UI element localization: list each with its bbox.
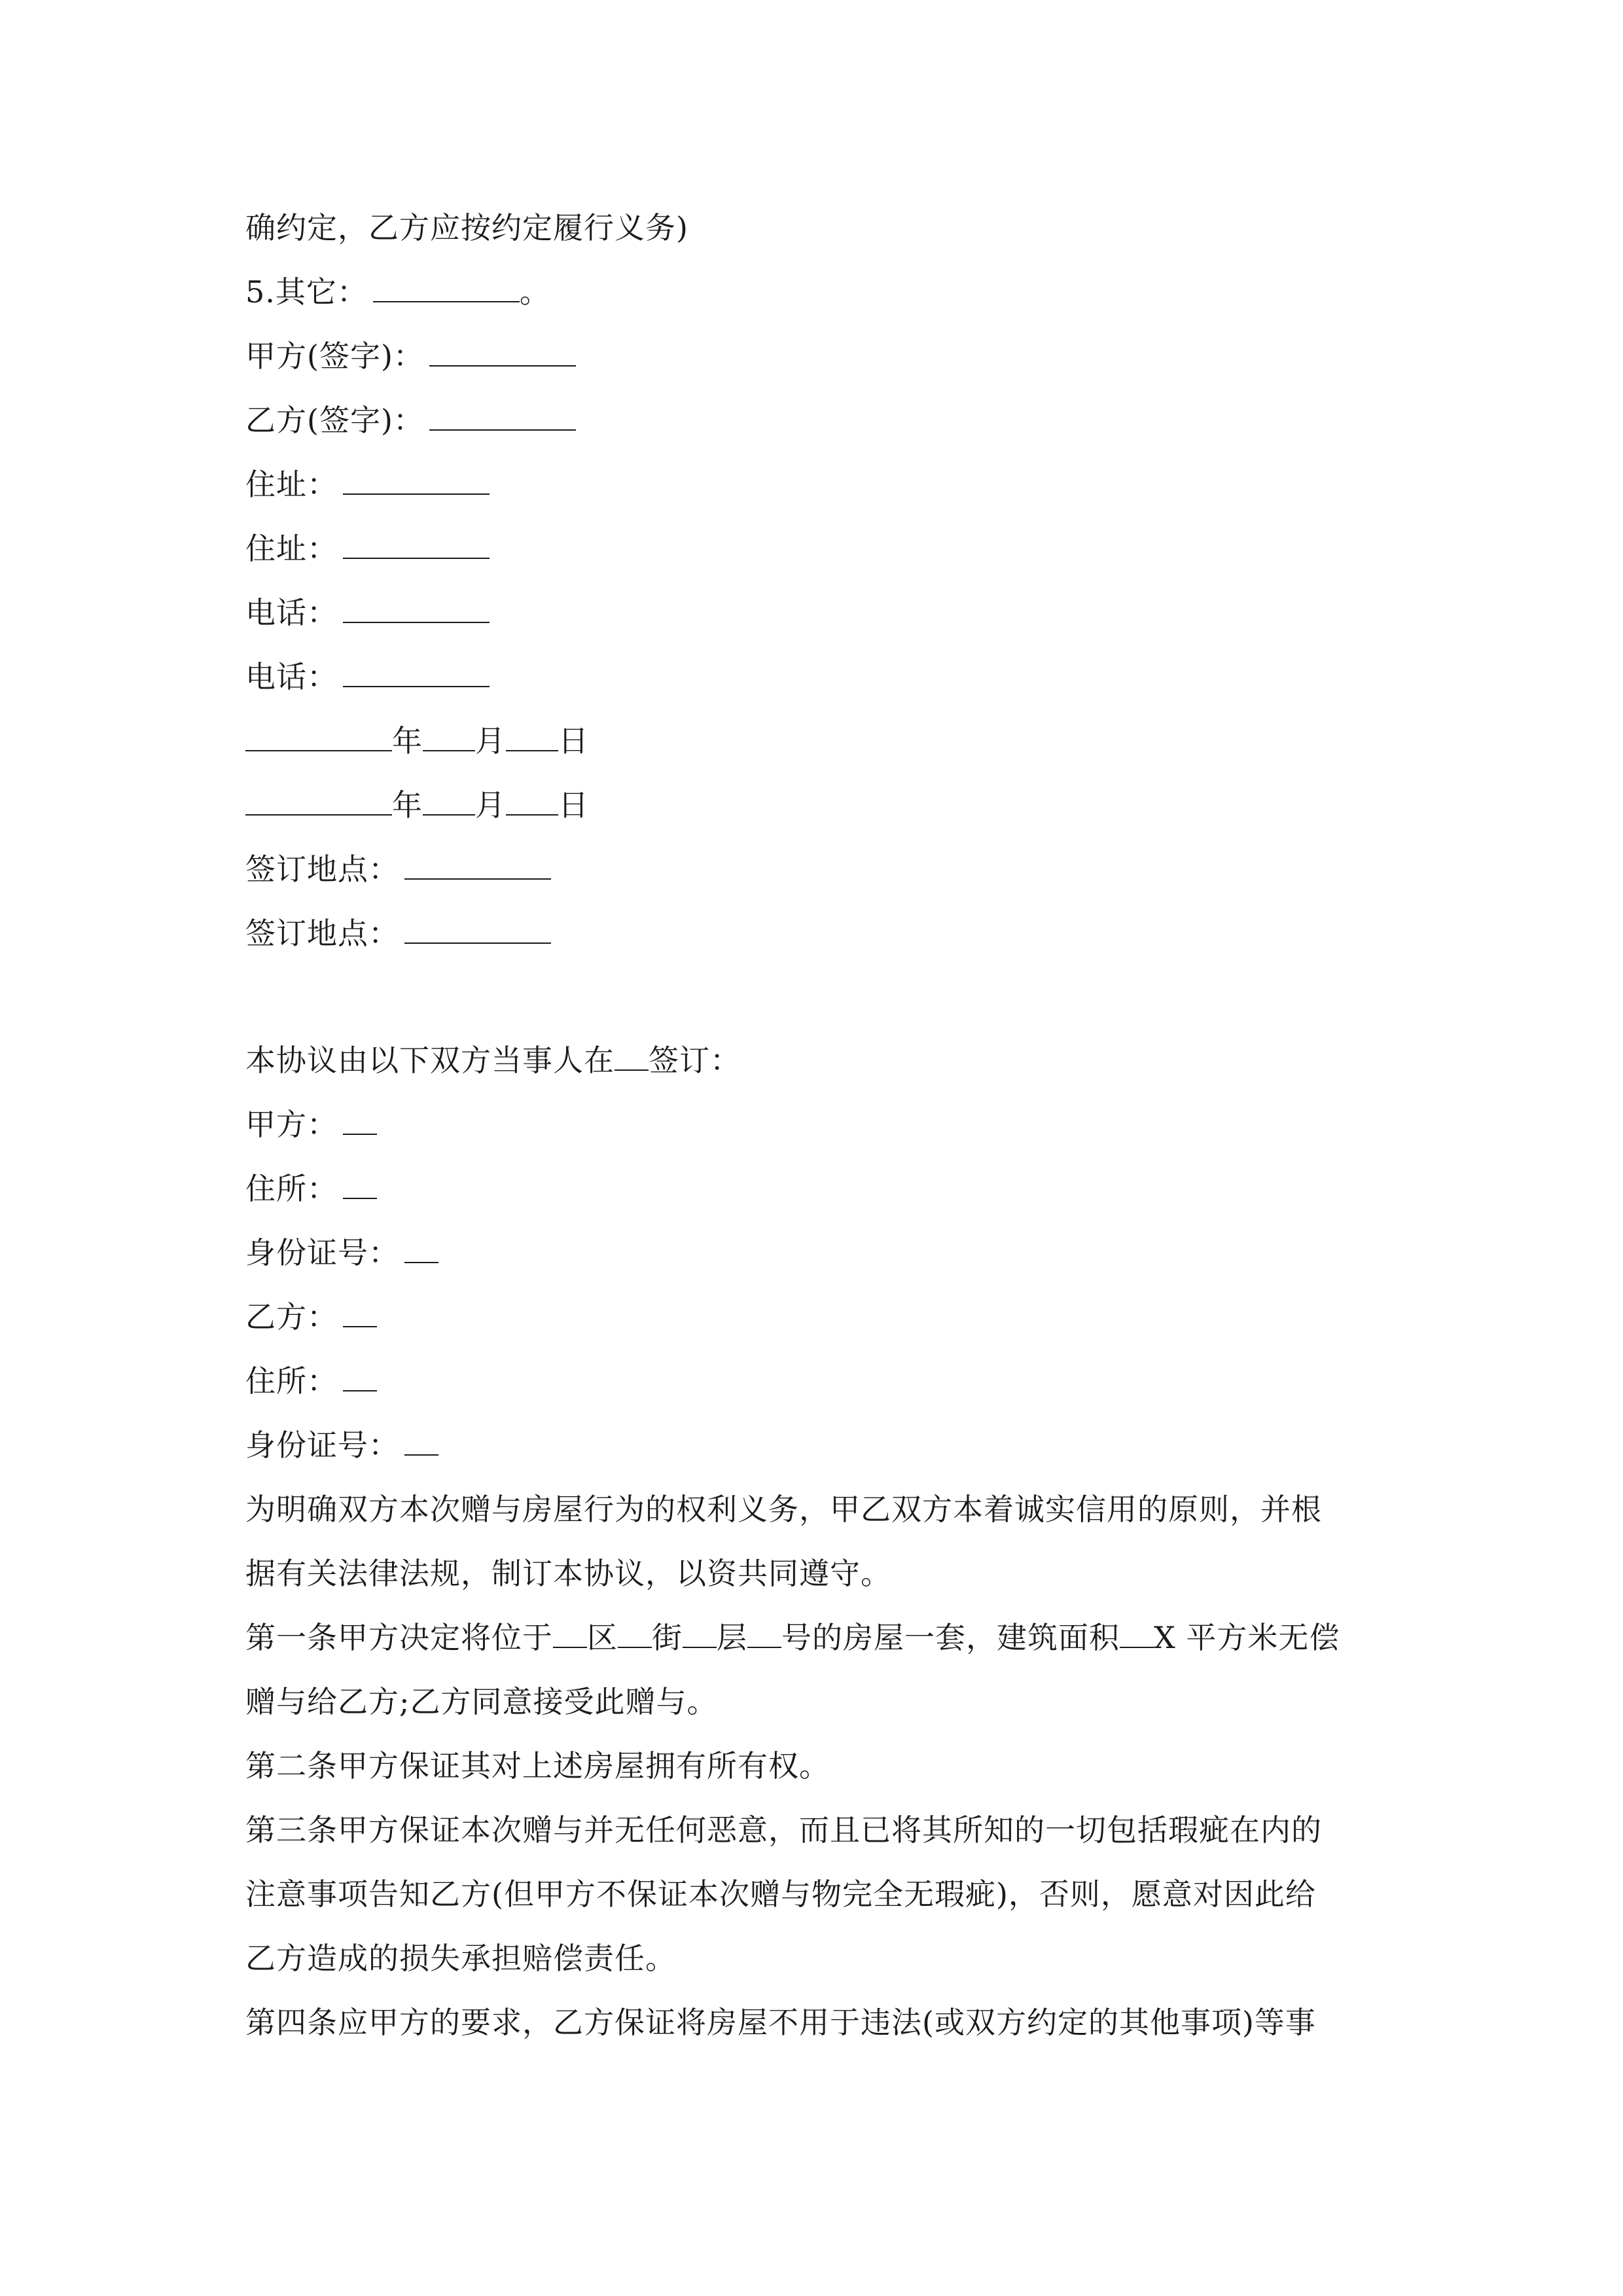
blank-line	[343, 1297, 377, 1327]
blank-line	[506, 721, 558, 751]
field-label: 甲方(签字)：	[245, 338, 424, 374]
other-field	[245, 272, 550, 312]
phone-field	[245, 657, 490, 696]
date-field	[245, 785, 589, 825]
purpose-paragraph-line	[245, 1490, 1322, 1529]
line-text: 第四条应甲方的要求，乙方保证将房屋不用于违法(或双方约定的其他事项)等事	[245, 2005, 1316, 2040]
line-text: 确约定，乙方应按约定履行义务)	[245, 210, 688, 245]
blank-line	[343, 1169, 377, 1199]
line-text: 层	[717, 1620, 747, 1655]
blank-line	[343, 529, 490, 559]
year-label: 年	[392, 723, 423, 759]
line-text: 签订：	[649, 1043, 741, 1078]
blank-line	[506, 785, 558, 816]
party-b-address-field	[245, 1361, 377, 1401]
blank-line	[429, 401, 576, 431]
line-text: 号的房屋一套，建筑面积	[781, 1620, 1120, 1655]
field-label: 住所：	[245, 1171, 338, 1206]
field-label: 住址：	[245, 467, 338, 502]
field-label: 签订地点：	[245, 852, 399, 887]
blank-line	[343, 465, 490, 495]
blank-line	[423, 785, 475, 816]
blank-line	[245, 785, 392, 816]
blank-line	[404, 850, 551, 880]
agreement-intro	[245, 1041, 741, 1080]
line-text: 第一条甲方决定将位于	[245, 1620, 553, 1655]
blank-line	[747, 1618, 781, 1648]
punctuation: 。	[519, 274, 550, 310]
article-3-line	[245, 1939, 676, 1978]
party-a-id-field	[245, 1233, 438, 1272]
article-1-line	[245, 1618, 1340, 1657]
day-label: 日	[558, 787, 589, 823]
field-label: 5.其它：	[245, 274, 368, 310]
line-text: 第三条甲方保证本次赠与并无任何恶意，而且已将其所知的一切包括瑕疵在内的	[245, 1812, 1322, 1848]
blank-line	[1120, 1618, 1154, 1648]
line-text: 赠与给乙方;乙方同意接受此赠与。	[245, 1684, 718, 1719]
blank-line	[404, 914, 551, 944]
blank-line	[683, 1618, 717, 1648]
signing-place-field	[245, 914, 551, 953]
blank-line	[404, 1233, 438, 1263]
field-label: 电话：	[245, 659, 338, 694]
signing-place-field	[245, 850, 551, 889]
blank-line	[404, 1426, 438, 1456]
blank-line	[423, 721, 475, 751]
article-4-line	[245, 2003, 1316, 2042]
party-b-id-field	[245, 1426, 438, 1465]
line-text: X 平方米无偿	[1154, 1620, 1340, 1655]
month-label: 月	[475, 787, 506, 823]
blank-line	[245, 721, 392, 751]
line-text: 注意事项告知乙方(但甲方不保证本次赠与物完全无瑕疵)，否则，愿意对因此给	[245, 1876, 1316, 1912]
purpose-paragraph-line	[245, 1554, 891, 1593]
line-text: 据有关法律法规，制订本协议，以资共同遵守。	[245, 1556, 891, 1591]
blank-line	[553, 1618, 587, 1648]
field-label: 身份证号：	[245, 1427, 399, 1463]
party-a-field	[245, 1105, 377, 1144]
article-3-line	[245, 1874, 1316, 1914]
address-field	[245, 529, 490, 568]
article-3-line	[245, 1810, 1322, 1850]
article-1-line	[245, 1682, 718, 1721]
blank-line	[343, 593, 490, 623]
line-text: 第二条甲方保证其对上述房屋拥有所有权。	[245, 1748, 830, 1784]
party-a-signature-field	[245, 336, 576, 376]
month-label: 月	[475, 723, 506, 759]
field-label: 住址：	[245, 531, 338, 566]
blank-line	[373, 272, 520, 302]
line-text: 街	[652, 1620, 683, 1655]
party-b-signature-field	[245, 401, 576, 440]
blank-line	[429, 336, 576, 367]
line-text: 本协议由以下双方当事人在	[245, 1043, 615, 1078]
party-a-address-field	[245, 1169, 377, 1208]
address-field	[245, 465, 490, 504]
article-2-line	[245, 1746, 830, 1785]
date-field	[245, 721, 589, 761]
line-text: 乙方造成的损失承担赔偿责任。	[245, 1941, 676, 1976]
field-label: 电话：	[245, 595, 338, 630]
field-label: 住所：	[245, 1363, 338, 1399]
line-text: 区	[587, 1620, 618, 1655]
field-label: 签订地点：	[245, 916, 399, 951]
field-label: 乙方(签字)：	[245, 403, 424, 438]
blank-line	[343, 657, 490, 687]
day-label: 日	[558, 723, 589, 759]
blank-line	[343, 1105, 377, 1135]
phone-field	[245, 593, 490, 632]
blank-line	[343, 1361, 377, 1391]
party-b-field	[245, 1297, 377, 1336]
field-label: 身份证号：	[245, 1235, 399, 1270]
line-text: 为明确双方本次赠与房屋行为的权利义务，甲乙双方本着诚实信用的原则，并根	[245, 1492, 1322, 1527]
field-label: 甲方：	[245, 1107, 338, 1142]
year-label: 年	[392, 787, 423, 823]
blank-line	[615, 1041, 649, 1071]
blank-line	[618, 1618, 652, 1648]
field-label: 乙方：	[245, 1299, 338, 1335]
text-line	[245, 208, 688, 247]
